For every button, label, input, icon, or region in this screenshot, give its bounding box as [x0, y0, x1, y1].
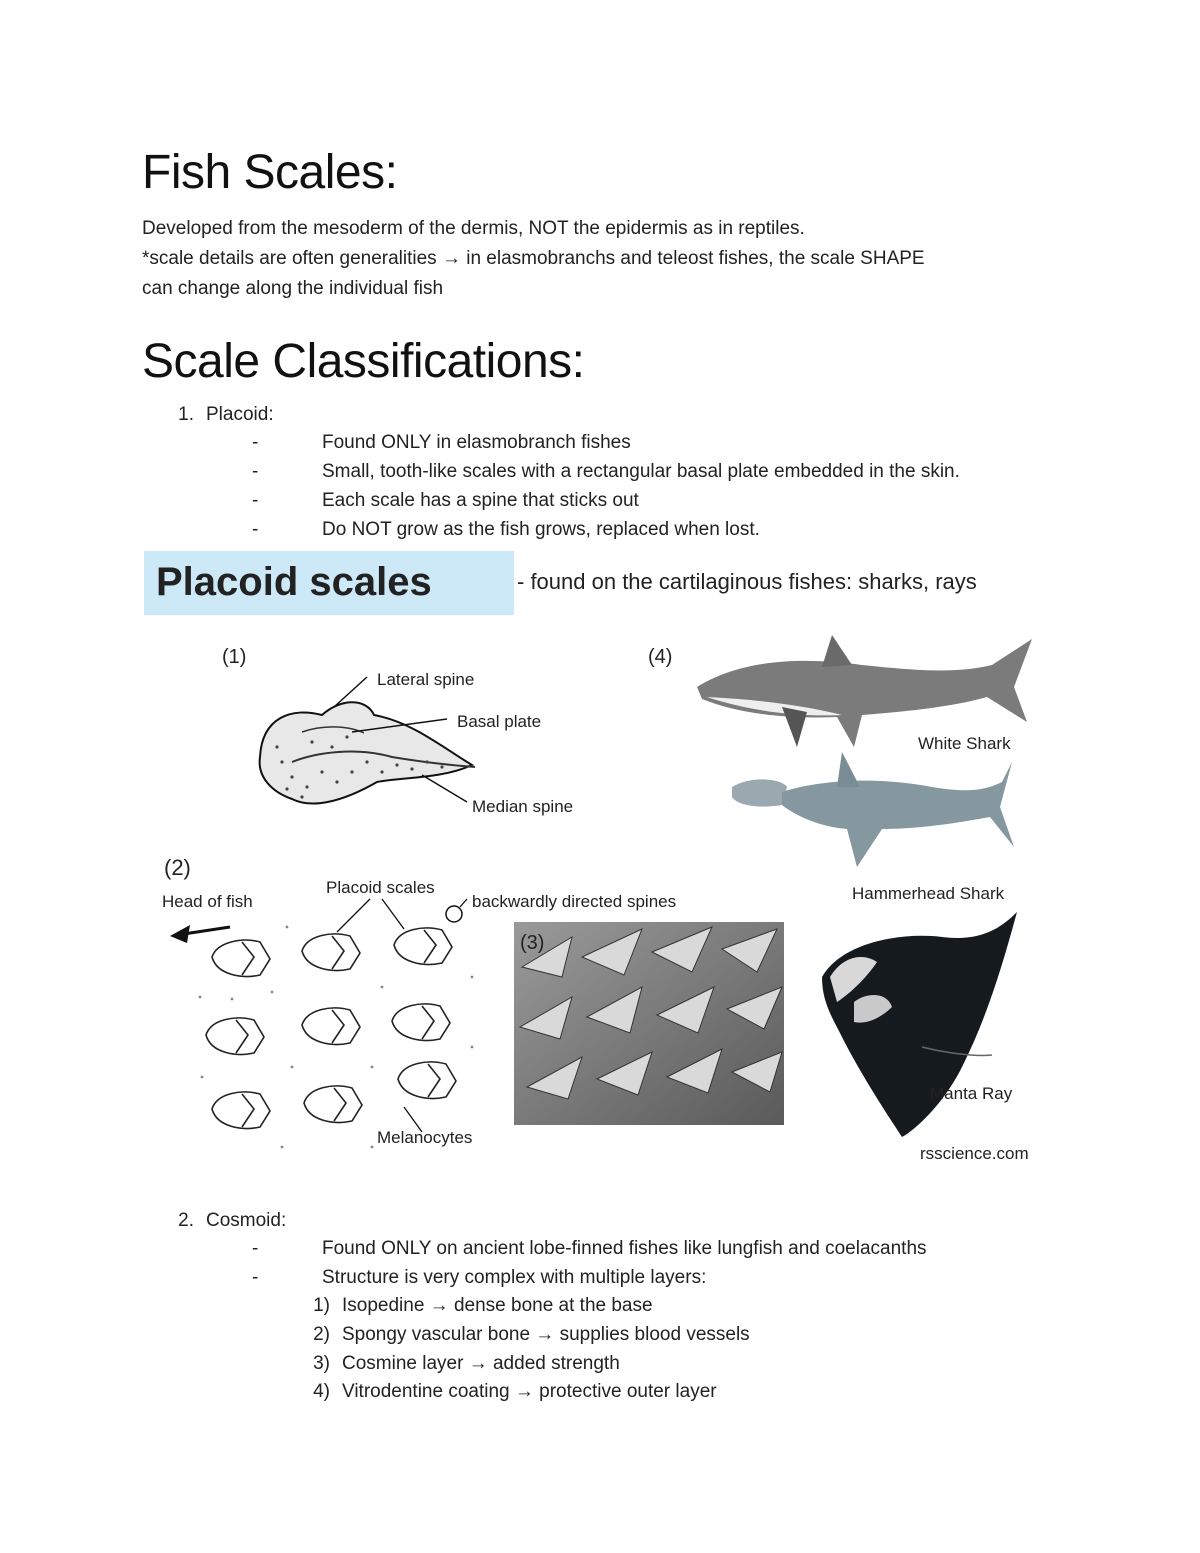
- panel-2-tag: (2): [164, 855, 191, 880]
- intro-line-3: can change along the individual fish: [142, 278, 444, 299]
- bullet-text: Each scale has a spine that sticks out: [322, 490, 639, 511]
- layer-item: [290, 1353, 620, 1375]
- layer-item: [290, 1295, 653, 1317]
- bullet-text: Found ONLY on ancient lobe-finned fishes like lungfish and coelacanths: [322, 1238, 927, 1259]
- list-item: - Each scale has a spine that sticks out: [252, 490, 639, 511]
- layer-number: 2): [313, 1324, 330, 1345]
- label-white-shark: White Shark: [918, 734, 1011, 753]
- scale-pattern-diagram: [206, 928, 456, 1128]
- label-median-spine: Median spine: [472, 797, 574, 816]
- hammerhead-shark-illustration: [732, 752, 1014, 867]
- list-item: - Do NOT grow as the fish grows, replaced when lost.: [252, 519, 760, 540]
- label-basal-plate: Basal plate: [457, 712, 542, 731]
- label-placoid-scales: Placoid scales: [326, 878, 435, 897]
- sem-micrograph: [514, 922, 784, 1125]
- layer-number: 3): [313, 1353, 330, 1374]
- list-item: - Small, tooth-like scales with a rectangular basal plate embedded in the skin.: [252, 461, 960, 482]
- list-item: - Found ONLY in elasmobranch fishes: [252, 432, 631, 453]
- list-item: - Structure is very complex with multiple layers:: [252, 1267, 707, 1288]
- label-backward-spines: backwardly directed spines: [472, 892, 677, 911]
- intro-line-2: *scale details are often generalities → in elasmobranchs and teleost fishes, the scale SHAPE: [142, 248, 925, 269]
- list-label: Cosmoid:: [206, 1210, 287, 1231]
- list-item: - Found ONLY on ancient lobe-finned fishes like lungfish and coelacanths: [252, 1238, 927, 1259]
- figure-title: Placoid scales: [156, 560, 432, 604]
- bullet-text: Small, tooth-like scales with a rectangular basal plate embedded in the skin.: [322, 461, 960, 482]
- figure-subtitle: - found on the cartilaginous fishes: sharks, rays: [517, 569, 977, 594]
- intro-paragraph: [142, 214, 925, 304]
- page-title: Fish Scales:: [142, 146, 398, 199]
- label-hammerhead-shark: Hammerhead Shark: [852, 884, 1005, 903]
- panel-1-tag: (1): [222, 646, 247, 668]
- section-title: Scale Classifications:: [142, 335, 585, 388]
- list-number: 2.: [178, 1210, 194, 1231]
- intro-line-1: Developed from the mesoderm of the dermis, NOT the epidermis as in reptiles.: [142, 218, 805, 239]
- list-item-placoid: [160, 404, 274, 426]
- list-label: Placoid:: [206, 404, 274, 425]
- layer-text: Isopedine → dense bone at the base: [342, 1295, 653, 1316]
- white-shark-illustration: [697, 635, 1032, 747]
- layer-number: 1): [313, 1295, 330, 1316]
- head-direction-arrow: [170, 925, 230, 943]
- label-head-of-fish: Head of fish: [162, 892, 253, 911]
- label-melanocytes: Melanocytes: [377, 1128, 473, 1147]
- bullet-text: Do NOT grow as the fish grows, replaced when lost.: [322, 519, 760, 540]
- panel-4-tag: (4): [648, 646, 673, 668]
- layer-item: [290, 1381, 717, 1403]
- figure-credit: rsscience.com: [920, 1144, 1029, 1163]
- placoid-scales-figure: [142, 547, 1062, 1177]
- label-manta-ray: Manta Ray: [930, 1084, 1013, 1103]
- manta-ray-illustration: [822, 912, 1017, 1137]
- list-item-cosmoid: [160, 1210, 286, 1232]
- layer-text: Vitrodentine coating → protective outer layer: [342, 1381, 717, 1402]
- panel-3-tag: (3): [520, 932, 545, 954]
- bullet-text: Found ONLY in elasmobranch fishes: [322, 432, 631, 453]
- layer-number: 4): [313, 1381, 330, 1402]
- placoid-scale-drawing: [260, 702, 475, 803]
- figure-illustration: [142, 547, 1062, 1177]
- label-lateral-spine: Lateral spine: [377, 670, 475, 689]
- bullet-text: Structure is very complex with multiple layers:: [322, 1267, 707, 1288]
- list-number: 1.: [178, 404, 194, 425]
- layer-text: Spongy vascular bone → supplies blood vessels: [342, 1324, 750, 1345]
- layer-item: [290, 1324, 750, 1346]
- layer-text: Cosmine layer → added strength: [342, 1353, 620, 1374]
